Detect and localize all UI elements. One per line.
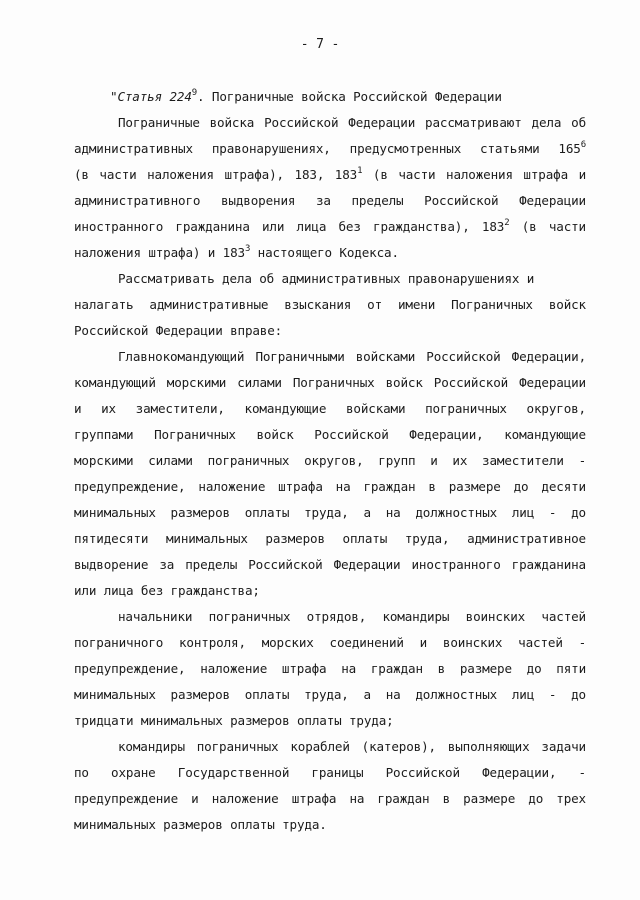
text-line: группами Пограничных войск Российской Федерации, командующие [74, 427, 586, 442]
text-line [74, 136, 586, 162]
superscript: 1 [357, 165, 363, 176]
paragraph-commanders [74, 344, 586, 604]
text-line: командующий морскими силами Пограничных войск Российской Федерации [74, 375, 586, 390]
text-line: предупреждение, наложение штрафа на граждан в размере до пяти [74, 661, 586, 676]
text-line: административного выдворения за пределы Российской Федерации [74, 193, 586, 208]
text-line [74, 162, 586, 188]
superscript: 3 [244, 243, 251, 254]
text-line: тридцати минимальных размеров оплаты труда; [74, 713, 394, 728]
text-line: минимальных размеров оплаты труда, а на должностных лиц - до [74, 687, 586, 702]
superscript: 2 [504, 217, 510, 228]
text-line: Главнокомандующий Пограничными войсками Российской Федерации, [118, 349, 586, 364]
text-line [74, 240, 586, 266]
text-span: настоящего Кодекса. [250, 245, 399, 260]
page-number: - 7 - [300, 37, 340, 52]
article-number: Статья 224 [117, 89, 192, 104]
text-line: и их заместители, командующие войсками пограничных округов, [74, 401, 586, 416]
text-line: или лица без гражданства; [74, 583, 260, 598]
text-line: минимальных размеров оплаты труда, а на должностных лиц - до [74, 505, 586, 520]
paragraph-jurisdiction [74, 110, 586, 266]
superscript: 6 [580, 139, 586, 150]
text-line: предупреждение и наложение штрафа на граждан в размере до трех [74, 791, 586, 806]
text-span: (в части наложения штрафа), 183, 183 [74, 167, 358, 182]
text-line: по охране Государственной границы Российской Федерации, - [74, 765, 586, 780]
article-superscript: 9 [191, 87, 198, 98]
text-line: морскими силами пограничных округов, групп и их заместители - [74, 453, 586, 468]
text-line: предупреждение, наложение штрафа на граждан в размере до десяти [74, 479, 586, 494]
text-span: наложения штрафа) и 183 [74, 245, 245, 260]
paragraph-authority [74, 266, 586, 344]
text-span: иностранного гражданина или лица без гражданства), 183 [74, 219, 505, 234]
text-span: (в части наложения штрафа и [362, 167, 586, 182]
text-line: начальники пограничных отрядов, командиры воинских частей [118, 609, 586, 624]
document-body [74, 84, 586, 838]
text-line: пятидесяти минимальных размеров оплаты труда, административное [74, 531, 586, 546]
article-heading [74, 84, 586, 110]
text-line: командиры пограничных кораблей (катеров), выполняющих задачи [118, 739, 586, 754]
text-line: минимальных размеров оплаты труда. [74, 817, 327, 832]
text-line: выдворение за пределы Российской Федерации иностранного гражданина [74, 557, 586, 572]
text-line: пограничного контроля, морских соединений и воинских частей - [74, 635, 586, 650]
article-title: . Пограничные войска Российской Федерации [197, 89, 502, 104]
heading-open-quote: " [110, 89, 118, 104]
text-line: Российской Федерации вправе: [74, 323, 283, 338]
text-line: налагать административные взыскания от имени Пограничных войск [74, 297, 586, 312]
paragraph-ship-commanders [74, 734, 586, 838]
text-span: административных правонарушениях, предусмотренных статьями 165 [74, 141, 581, 156]
paragraph-detachment-chiefs [74, 604, 586, 734]
text-line: Пограничные войска Российской Федерации рассматривают дела об [118, 115, 586, 130]
text-span: (в части [509, 219, 586, 234]
text-line: Рассматривать дела об административных правонарушениях и [118, 271, 535, 286]
text-line [74, 214, 586, 240]
